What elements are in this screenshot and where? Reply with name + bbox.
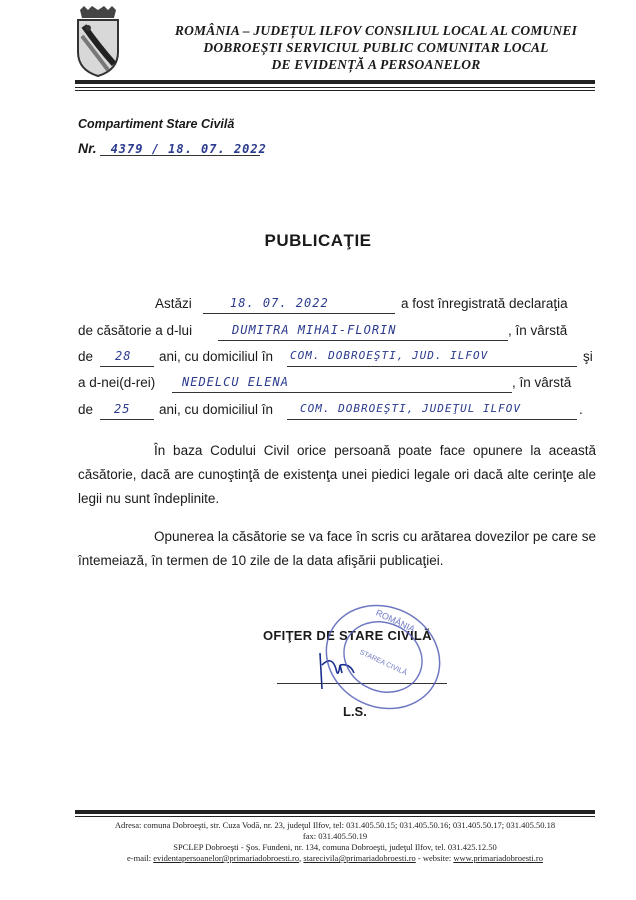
svg-text:ROMÂNIA: ROMÂNIA xyxy=(374,607,417,635)
department-label: Compartiment Stare Civilă xyxy=(78,117,235,131)
footer-website-label: website: xyxy=(422,853,452,863)
groom-name: DUMITRA MIHAI-FLORIN xyxy=(232,323,397,337)
domicile-label-1: ani, cu domiciliul în xyxy=(159,349,274,364)
page-title: PUBLICAŢIE xyxy=(264,231,372,250)
paragraph-opposition-right: În baza Codului Civil orice persoană poate face opunere la această căsătorie, dacă are cunoştinţă de existenţa unei piedici legale ori dacă alte cerinţe ale legii nu sunt îndeplinite. xyxy=(78,443,596,506)
ls-label: L.S. xyxy=(343,704,367,719)
groom-domicile-underline xyxy=(287,366,577,367)
de-label-1: de xyxy=(78,349,94,364)
nr-value: 4379 / 18. 07. 2022 xyxy=(110,142,267,156)
bride-label: a d-nei(d-rei) xyxy=(78,375,156,390)
today-value: 18. 07. 2022 xyxy=(230,296,329,310)
coat-of-arms-logo xyxy=(74,6,122,78)
svg-text:STAREA CIVILĂ: STAREA CIVILĂ xyxy=(358,649,408,678)
groom-age: 28 xyxy=(115,349,132,363)
header-divider-thin-2 xyxy=(75,90,595,91)
header-line-1: ROMÂNIA – JUDEȚUL ILFOV CONSILIUL LOCAL AL COMUNEI xyxy=(174,23,578,38)
footer-email-line: e-mail: evidentapersoanelor@primariadobroesti.ro, starecivila@primariadobroesti.ro - website: www.primariadobroesti.ro xyxy=(127,853,543,863)
header-line-2: DOBROEȘTI SERVICIUL PUBLIC COMUNITAR LOCAL xyxy=(203,40,549,55)
footer-divider xyxy=(75,810,595,814)
header-line-3: DE EVIDENȚĂ A PERSOANELOR xyxy=(271,57,481,72)
today-underline xyxy=(203,313,395,314)
marriage-label: de căsătorie a d-lui xyxy=(78,323,193,338)
footer-contact xyxy=(60,820,610,864)
bride-age: 25 xyxy=(114,402,131,416)
bride-domicile: COM. DOBROEŞTI, JUDEŢUL ILFOV xyxy=(300,402,522,415)
footer-spclep: SPCLEP Dobroeşti - Şos. Fundeni, nr. 134, comuna Dobroeşti, judeţul Ilfov, tel. 031.425.12.50 xyxy=(173,842,497,852)
groom-age-underline xyxy=(100,366,154,367)
officer-title: OFIŢER DE STARE CIVILĂ xyxy=(263,628,432,643)
header-divider xyxy=(75,80,595,84)
footer-address: Adresa: comuna Dobroeşti, str. Cuza Vodă, nr. 23, judeţul Ilfov, tel: 031.405.50.15; 031.405.50.16; 031.405.50.17; 031.405.50.18 xyxy=(114,820,556,830)
bride-domicile-underline xyxy=(287,419,577,420)
footer-email-1[interactable]: evidentapersoanelor@primariadobroesti.ro xyxy=(153,853,300,863)
bride-age-underline xyxy=(100,419,154,420)
institution-header xyxy=(150,22,602,73)
age-label-2: , în vârstă xyxy=(512,375,572,390)
de-label-2: de xyxy=(78,402,94,417)
nr-label: Nr. xyxy=(78,140,97,156)
groom-domicile: COM. DOBROEŞTI, JUD. ILFOV xyxy=(290,349,489,362)
official-stamp xyxy=(318,592,448,722)
bride-name-underline xyxy=(172,392,512,393)
footer-fax: fax: 031.405.50.19 xyxy=(302,831,368,841)
registered-text: a fost înregistrată declaraţia xyxy=(401,296,568,311)
footer-website[interactable]: www.primariadobroesti.ro xyxy=(453,853,543,863)
si-label: şi xyxy=(583,349,593,364)
groom-name-underline xyxy=(218,340,508,341)
registry-number xyxy=(78,140,267,156)
header-divider-thin xyxy=(75,87,595,88)
bride-name: NEDELCU ELENA xyxy=(182,375,289,389)
nr-underline xyxy=(100,155,260,156)
age-label: , în vârstă xyxy=(508,323,568,338)
footer-divider-thin xyxy=(75,816,595,817)
today-label: Astăzi xyxy=(155,296,192,311)
domicile-label-2: ani, cu domiciliul în xyxy=(159,402,274,417)
footer-email-label: e-mail: xyxy=(127,853,152,863)
paragraph-opposition-procedure: Opunerea la căsătorie se va face în scris cu arătarea dovezilor pe care se întemeiază, în termen de 10 zile de la data afişării publicaţiei. xyxy=(78,529,596,568)
end-dot: . xyxy=(579,402,583,417)
footer-email-2[interactable]: starecivila@primariadobroesti.ro xyxy=(303,853,416,863)
